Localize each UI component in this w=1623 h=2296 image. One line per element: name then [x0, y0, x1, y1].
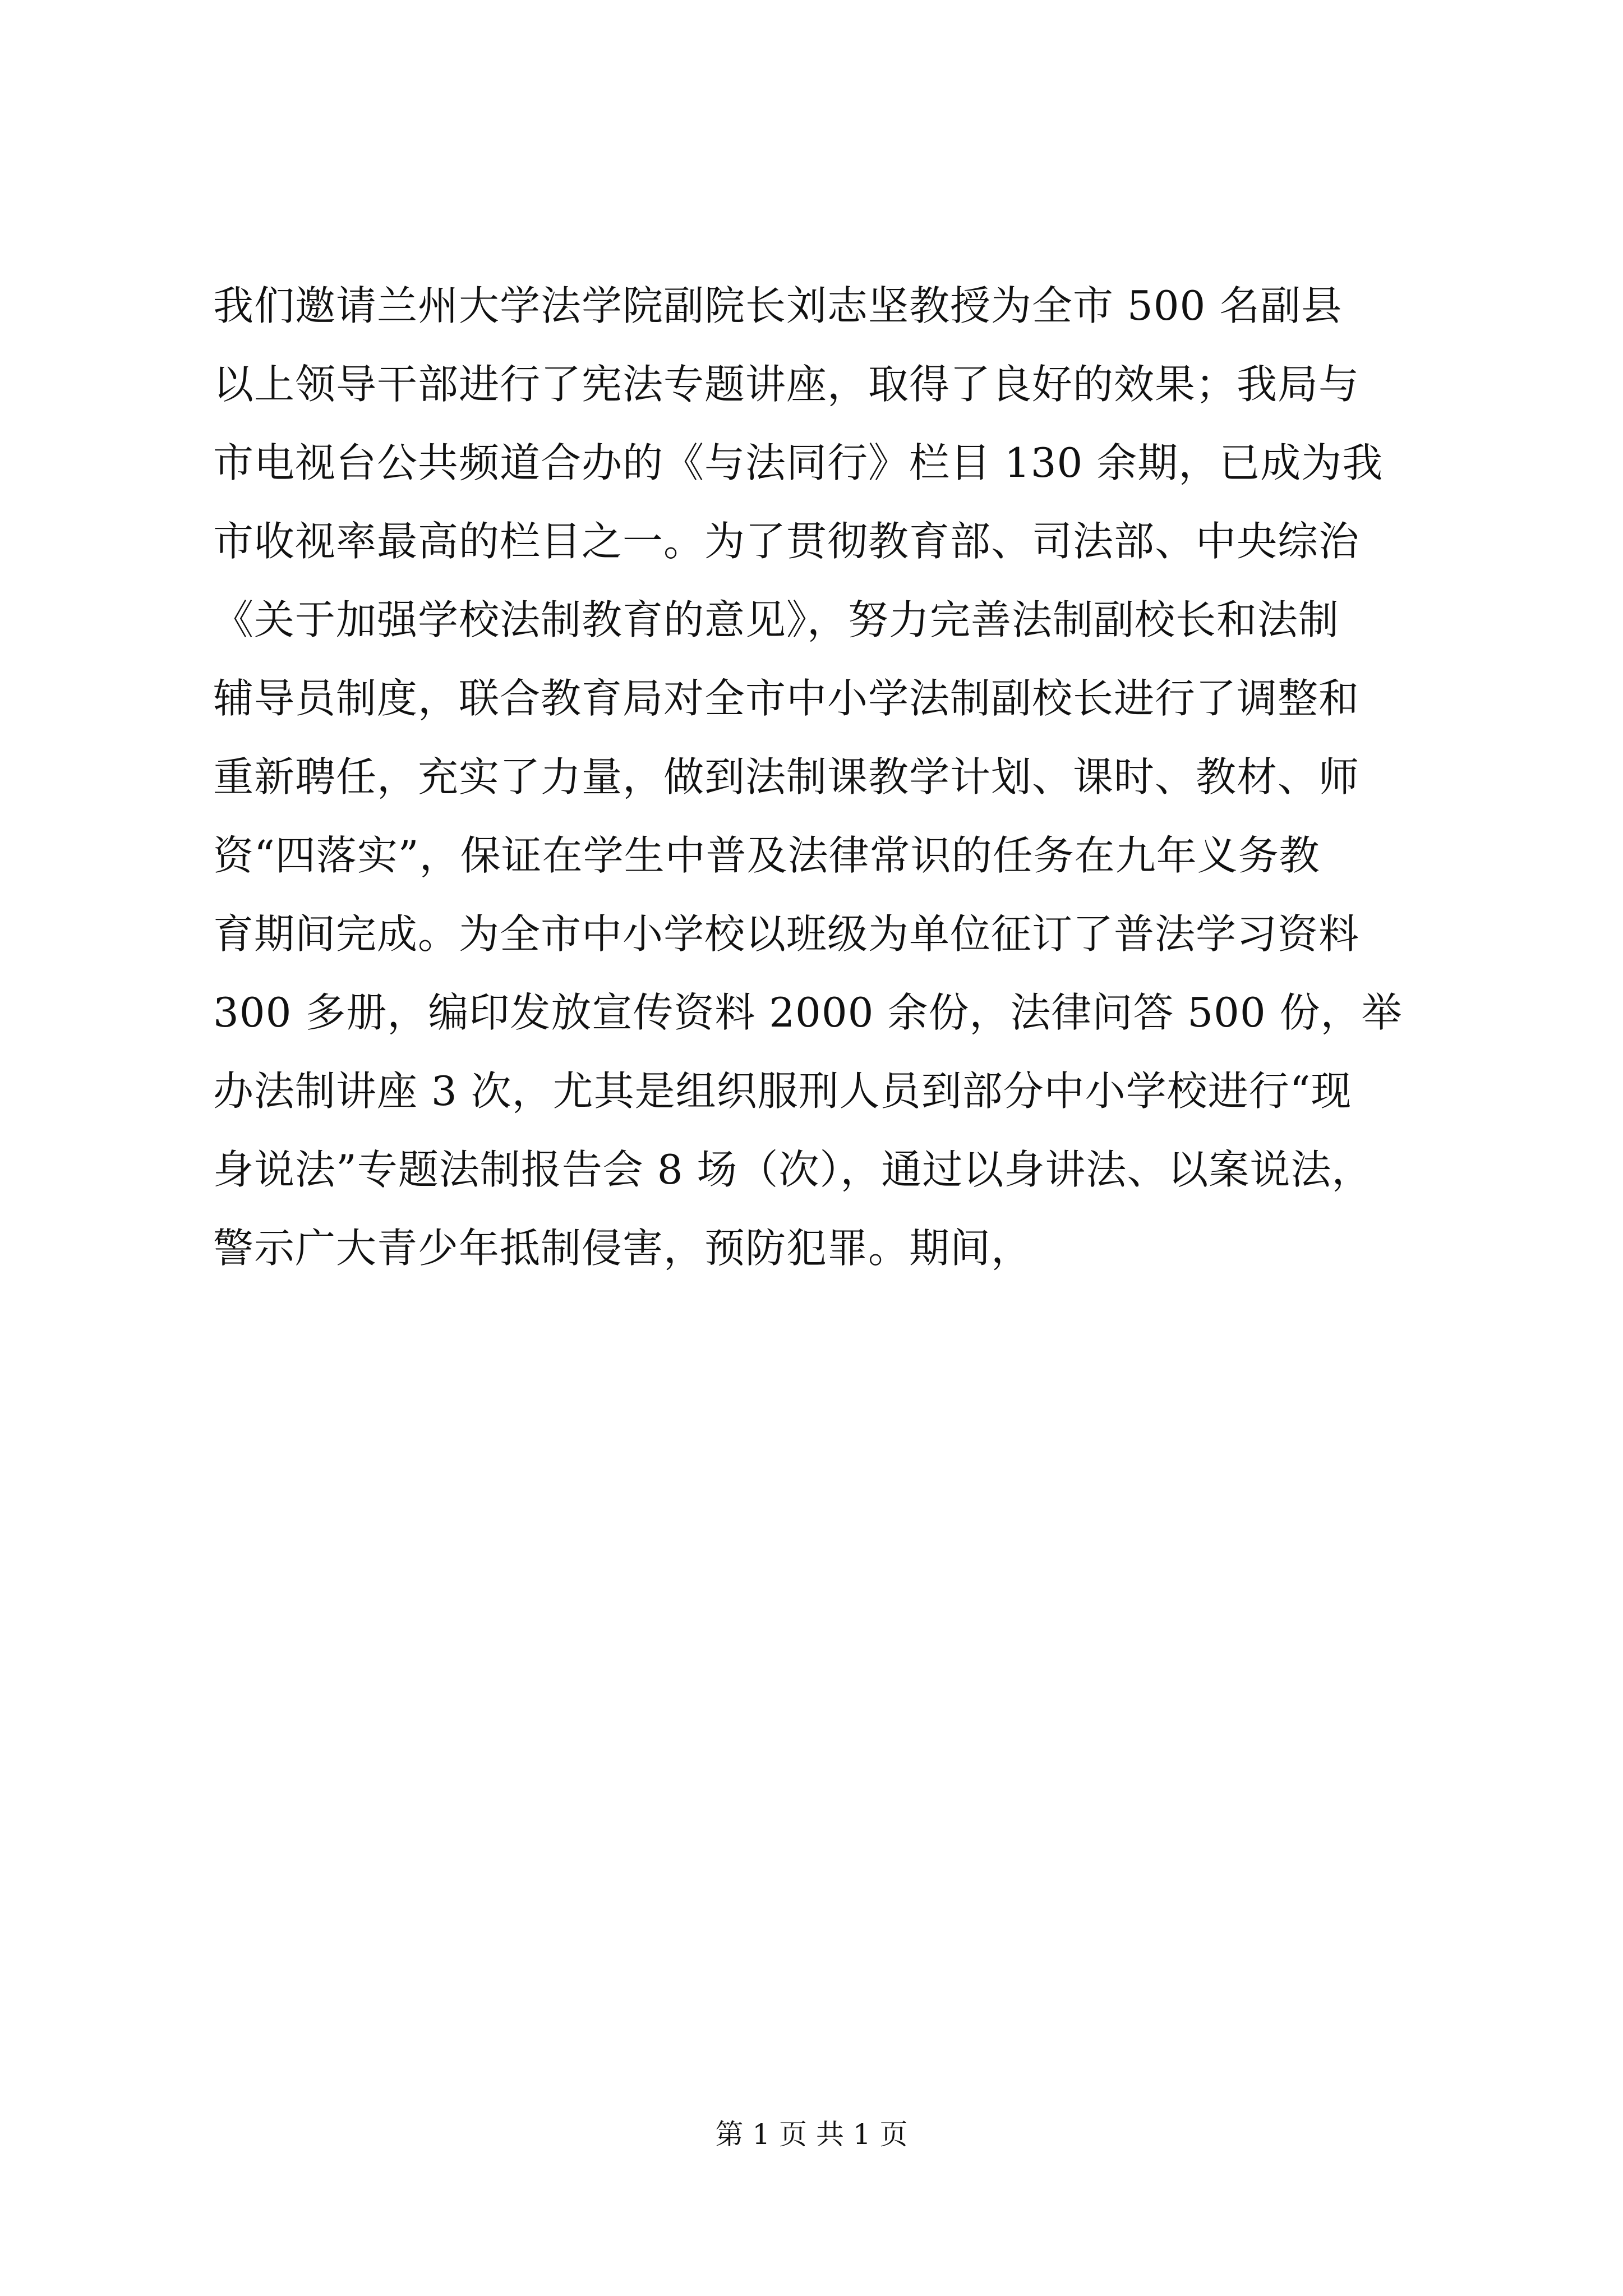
text-line: 办法制讲座 3 次，尤其是组织服刑人员到部分中小学校进行“现	[213, 1068, 1352, 1115]
page-number: 第 1 页 共 1 页	[715, 2118, 908, 2151]
text-line: 身说法”专题法制报告会 8 场（次），通过以身讲法、以案说法，	[213, 1146, 1373, 1193]
text-line: 《关于加强学校法制教育的意见》，努力完善法制副校长和法制	[213, 596, 1340, 643]
page-footer	[0, 2115, 1623, 2154]
text-line: 市电视台公共频道合办的《与法同行》栏目 130 余期，已成为我	[213, 439, 1384, 486]
text-line: 以上领导干部进行了宪法专题讲座，取得了良好的效果；我局与	[213, 361, 1360, 408]
text-line: 我们邀请兰州大学法学院副院长刘志坚教授为全市 500 名副县	[213, 282, 1343, 329]
text-line: 重新聘任，充实了力量，做到法制课教学计划、课时、教材、师	[213, 753, 1360, 800]
text-line: 300 多册，编印发放宣传资料 2000 余份，法律问答 500 份，举	[213, 989, 1403, 1036]
text-line: 育期间完成。为全市中小学校以班级为单位征订了普法学习资料	[213, 910, 1360, 958]
text-line: 资“四落实”，保证在学生中普及法律常识的任务在九年义务教	[213, 832, 1320, 879]
text-line: 辅导员制度，联合教育局对全市中小学法制副校长进行了调整和	[213, 675, 1360, 722]
text-line: 市收视率最高的栏目之一。为了贯彻教育部、司法部、中央综治	[213, 518, 1360, 565]
body-paragraph	[213, 266, 1419, 1287]
text-line: 警示广大青少年抵制侵害，预防犯罪。期间，	[213, 1225, 1032, 1272]
